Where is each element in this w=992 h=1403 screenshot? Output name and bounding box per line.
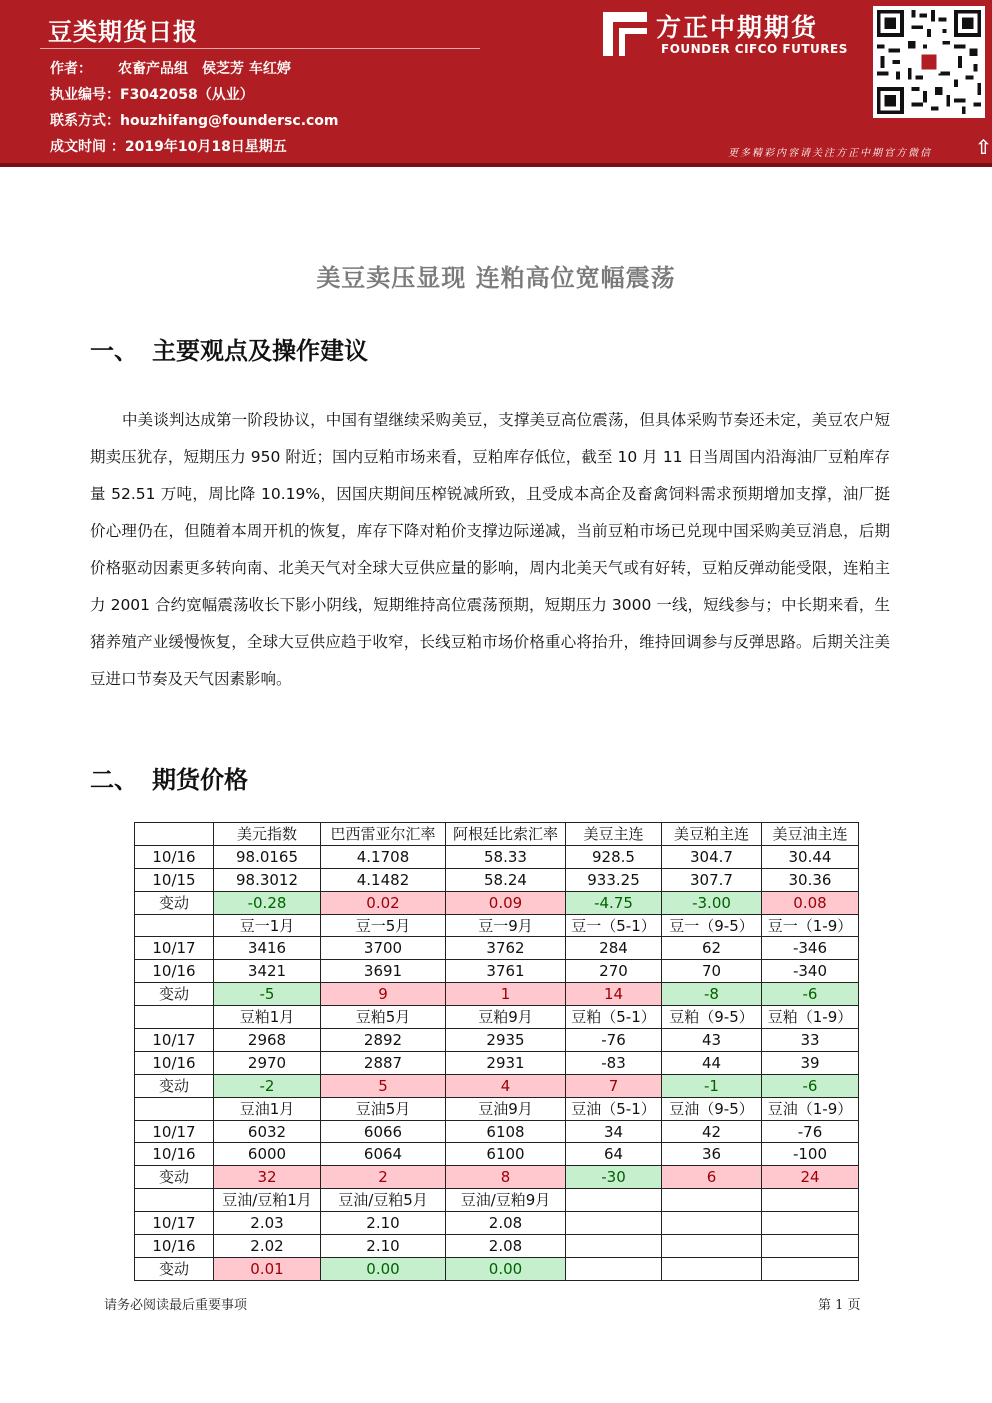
table-cell: 2892 (321, 1029, 446, 1052)
table-row (135, 1235, 859, 1258)
table-cell: -100 (762, 1143, 859, 1166)
header-divider (40, 48, 480, 49)
table-cell (662, 1235, 762, 1258)
table-cell: 2.08 (446, 1212, 566, 1235)
table-cell: -6 (762, 983, 859, 1006)
date-value: 2019年10月18日星期五 (124, 139, 287, 155)
table-cell: 2970 (214, 1051, 321, 1074)
wechat-slogan: 更多精彩内容请关注方正中期官方微信 (728, 148, 932, 159)
table-cell: 豆油9月 (446, 1097, 566, 1120)
table-cell (662, 1257, 762, 1280)
main-view-paragraph: 中美谈判达成第一阶段协议，中国有望继续采购美豆，支撑美豆高位震荡，但具体采购节奏还未定，美豆农户短期卖压犹存，短期压力 950 附近；国内豆粕市场来看，豆粕库存低位，截至 10 月 11 日当周国内沿海油厂豆粕库存量 52.51 万吨，周比降 10.19%，因国庆期间压榨锐减所致，且受成本高企及畜禽饲料需求预期增加支撑，油厂挺价心理仍在，但随着本周开机的恢复，库存下降对粕价支撑边际递减，当前豆粕市场已兑现中国采购美豆消息，后期价格驱动因素更多转向南、北美天气对全球大豆供应量的影响，周内北美天气或有好转，豆粕反弹动能受限，连粕主力 2001 合约宽幅震荡收长下影小阴线，短期维持高位震荡预期，短期压力 3000 一线，短线参与；中长期来看，生猪养殖产业缓慢恢复，全球大豆供应趋于收窄，长线豆粕市场价格重心将抬升，维持回调参与反弹思路。后期关注美豆进口节奏及天气因素影响。 (90, 411, 890, 688)
table-cell: 0.00 (446, 1257, 566, 1280)
table-cell: 30.36 (762, 868, 859, 891)
report-header-banner (0, 0, 992, 163)
table-cell: 98.0165 (214, 845, 321, 868)
table-cell: -346 (762, 937, 859, 960)
table-cell: 6066 (321, 1120, 446, 1143)
table-cell: 豆油/豆粕5月 (321, 1189, 446, 1212)
table-cell: -8 (662, 983, 762, 1006)
table-row (135, 868, 859, 891)
section-heading-1 (90, 331, 368, 366)
table-cell: 2.03 (214, 1212, 321, 1235)
table-cell: 10/16 (135, 1051, 214, 1074)
table-cell: -2 (214, 1074, 321, 1097)
table-cell: 10/15 (135, 868, 214, 891)
table-row (135, 1189, 859, 1212)
table-cell: 307.7 (662, 868, 762, 891)
table-cell: 9 (321, 983, 446, 1006)
table-row (135, 983, 859, 1006)
table-cell (135, 1006, 214, 1029)
table-cell: 7 (566, 1074, 662, 1097)
table-cell: -1 (662, 1074, 762, 1097)
table-cell: -0.28 (214, 891, 321, 914)
table-row (135, 1257, 859, 1280)
table-cell: 6 (662, 1166, 762, 1189)
futures-price-table (134, 822, 859, 1281)
table-cell: 豆一5月 (321, 914, 446, 937)
table-row (135, 1120, 859, 1143)
table-cell: 豆一1月 (214, 914, 321, 937)
table-cell: 10/16 (135, 845, 214, 868)
table-cell: 变动 (135, 1074, 214, 1097)
table-cell (566, 1235, 662, 1258)
table-row (135, 1166, 859, 1189)
table-cell: 豆油/豆粕9月 (446, 1189, 566, 1212)
table-cell: -76 (566, 1029, 662, 1052)
table-row (135, 1074, 859, 1097)
table-row (135, 1097, 859, 1120)
table-cell: 2968 (214, 1029, 321, 1052)
section-heading-2 (90, 760, 248, 795)
table-cell: 巴西雷亚尔汇率 (321, 823, 446, 846)
table-cell (762, 1235, 859, 1258)
page-number: 第 1 页 (818, 1298, 861, 1313)
table-cell: 豆粕（9-5） (662, 1006, 762, 1029)
table-cell: 10/17 (135, 1212, 214, 1235)
table-cell: 10/17 (135, 1120, 214, 1143)
table-cell: 豆一（1-9） (762, 914, 859, 937)
table-cell: 豆油（9-5） (662, 1097, 762, 1120)
table-cell (566, 1257, 662, 1280)
table-cell: 10/17 (135, 1029, 214, 1052)
section-title: 主要观点及操作建议 (152, 337, 368, 365)
table-cell: 豆油（5-1） (566, 1097, 662, 1120)
table-cell (566, 1189, 662, 1212)
table-row (135, 823, 859, 846)
table-cell: 1 (446, 983, 566, 1006)
table-cell: 34 (566, 1120, 662, 1143)
report-title: 豆类期货日报 (48, 18, 198, 46)
table-cell (662, 1189, 762, 1212)
arrow-up-icon: ⇧ (975, 135, 992, 159)
table-cell: 30.44 (762, 845, 859, 868)
section-title: 期货价格 (152, 766, 248, 794)
table-row (135, 1143, 859, 1166)
brand-name-en: FOUNDER CIFCO FUTURES (661, 42, 848, 56)
table-cell: 变动 (135, 1166, 214, 1189)
contact-value[interactable]: houzhifang@foundersc.com (120, 113, 339, 129)
table-cell: 2887 (321, 1051, 446, 1074)
table-cell: 58.24 (446, 868, 566, 891)
table-row (135, 914, 859, 937)
header-bottom-rule (0, 163, 992, 167)
table-cell (135, 1189, 214, 1212)
table-cell: 43 (662, 1029, 762, 1052)
table-cell: 304.7 (662, 845, 762, 868)
table-cell: 豆粕1月 (214, 1006, 321, 1029)
table-cell: -5 (214, 983, 321, 1006)
table-cell: 42 (662, 1120, 762, 1143)
table-row (135, 1051, 859, 1074)
table-cell: 64 (566, 1143, 662, 1166)
table-cell: 5 (321, 1074, 446, 1097)
table-cell: 0.09 (446, 891, 566, 914)
table-cell: 豆粕（5-1） (566, 1006, 662, 1029)
table-cell: 3416 (214, 937, 321, 960)
table-cell: 3700 (321, 937, 446, 960)
table-cell: 2.10 (321, 1235, 446, 1258)
table-cell: 豆一（9-5） (662, 914, 762, 937)
table-cell: -83 (566, 1051, 662, 1074)
table-cell: 豆油5月 (321, 1097, 446, 1120)
table-cell: 4 (446, 1074, 566, 1097)
table-cell: 14 (566, 983, 662, 1006)
section-number: 一、 (90, 337, 138, 365)
table-cell: -340 (762, 960, 859, 983)
table-cell (135, 914, 214, 937)
table-cell: 36 (662, 1143, 762, 1166)
contact-label: 联系方式： (50, 113, 120, 129)
table-cell: 豆粕9月 (446, 1006, 566, 1029)
table-row (135, 1006, 859, 1029)
table-cell: 933.25 (566, 868, 662, 891)
table-cell: 10/16 (135, 1143, 214, 1166)
table-cell: 4.1708 (321, 845, 446, 868)
table-cell: -4.75 (566, 891, 662, 914)
table-cell: 2931 (446, 1051, 566, 1074)
table-cell: 豆油（1-9） (762, 1097, 859, 1120)
table-cell: 3762 (446, 937, 566, 960)
table-cell: 270 (566, 960, 662, 983)
table-cell: 3691 (321, 960, 446, 983)
section-number: 二、 (90, 766, 138, 794)
table-row (135, 1029, 859, 1052)
table-cell: 6064 (321, 1143, 446, 1166)
table-cell: 6108 (446, 1120, 566, 1143)
table-cell: 4.1482 (321, 868, 446, 891)
table-cell: 变动 (135, 891, 214, 914)
table-cell: 39 (762, 1051, 859, 1074)
table-cell: 10/16 (135, 960, 214, 983)
table-cell: 3421 (214, 960, 321, 983)
table-cell: 豆一9月 (446, 914, 566, 937)
table-row (135, 891, 859, 914)
table-cell: -76 (762, 1120, 859, 1143)
table-cell: 62 (662, 937, 762, 960)
table-cell: 3761 (446, 960, 566, 983)
table-cell: 0.01 (214, 1257, 321, 1280)
table-cell: 美豆粕主连 (662, 823, 762, 846)
table-cell: 10/17 (135, 937, 214, 960)
license-value: F3042058（从业） (120, 87, 254, 103)
table-cell: 0.00 (321, 1257, 446, 1280)
license-label: 执业编号： (50, 87, 120, 103)
table-cell (762, 1257, 859, 1280)
author-line (50, 58, 291, 78)
table-cell: 44 (662, 1051, 762, 1074)
table-row (135, 960, 859, 983)
table-cell (566, 1212, 662, 1235)
table-cell: 变动 (135, 1257, 214, 1280)
table-cell: 284 (566, 937, 662, 960)
author-value: 农畜产品组 侯芝芳 车红婷 (118, 61, 291, 77)
table-cell: 24 (762, 1166, 859, 1189)
table-cell: 70 (662, 960, 762, 983)
table-cell: 58.33 (446, 845, 566, 868)
table-cell: 32 (214, 1166, 321, 1189)
table-cell: 变动 (135, 983, 214, 1006)
table-cell: 6032 (214, 1120, 321, 1143)
table-cell (662, 1212, 762, 1235)
table-cell: 豆粕（1-9） (762, 1006, 859, 1029)
table-row (135, 845, 859, 868)
table-cell: -30 (566, 1166, 662, 1189)
table-cell: 98.3012 (214, 868, 321, 891)
founder-logo-icon (603, 12, 647, 56)
table-row (135, 937, 859, 960)
table-cell: 10/16 (135, 1235, 214, 1258)
table-cell (135, 823, 214, 846)
table-cell: -6 (762, 1074, 859, 1097)
table-cell: 6000 (214, 1143, 321, 1166)
table-cell (762, 1212, 859, 1235)
table-cell: 豆油1月 (214, 1097, 321, 1120)
date-line (50, 136, 287, 156)
footer-disclaimer: 请务必阅读最后重要事项 (104, 1298, 248, 1313)
table-cell: 豆粕5月 (321, 1006, 446, 1029)
table-cell: 2 (321, 1166, 446, 1189)
table-cell: 0.02 (321, 891, 446, 914)
brand-name-cn: 方正中期期货 (656, 13, 819, 42)
table-cell: 美豆油主连 (762, 823, 859, 846)
license-line (50, 84, 254, 104)
table-cell: 豆油/豆粕1月 (214, 1189, 321, 1212)
table-cell: 2.08 (446, 1235, 566, 1258)
table-cell: 美豆主连 (566, 823, 662, 846)
table-cell: -3.00 (662, 891, 762, 914)
document-title: 美豆卖压显现 连粕高位宽幅震荡 (316, 264, 676, 292)
table-cell: 6100 (446, 1143, 566, 1166)
table-cell (762, 1189, 859, 1212)
table-cell: 豆一（5-1） (566, 914, 662, 937)
author-label: 作者： (50, 61, 92, 77)
table-cell: 2.10 (321, 1212, 446, 1235)
table-cell: 阿根廷比索汇率 (446, 823, 566, 846)
contact-line (50, 110, 339, 130)
table-cell: 33 (762, 1029, 859, 1052)
table-cell: 2.02 (214, 1235, 321, 1258)
table-cell: 0.08 (762, 891, 859, 914)
table-cell: 2935 (446, 1029, 566, 1052)
table-row (135, 1212, 859, 1235)
table-cell (135, 1097, 214, 1120)
qr-code-icon[interactable] (873, 6, 985, 118)
table-cell: 928.5 (566, 845, 662, 868)
table-cell: 8 (446, 1166, 566, 1189)
table-cell: 美元指数 (214, 823, 321, 846)
date-label: 成文时间 ： (50, 139, 125, 155)
